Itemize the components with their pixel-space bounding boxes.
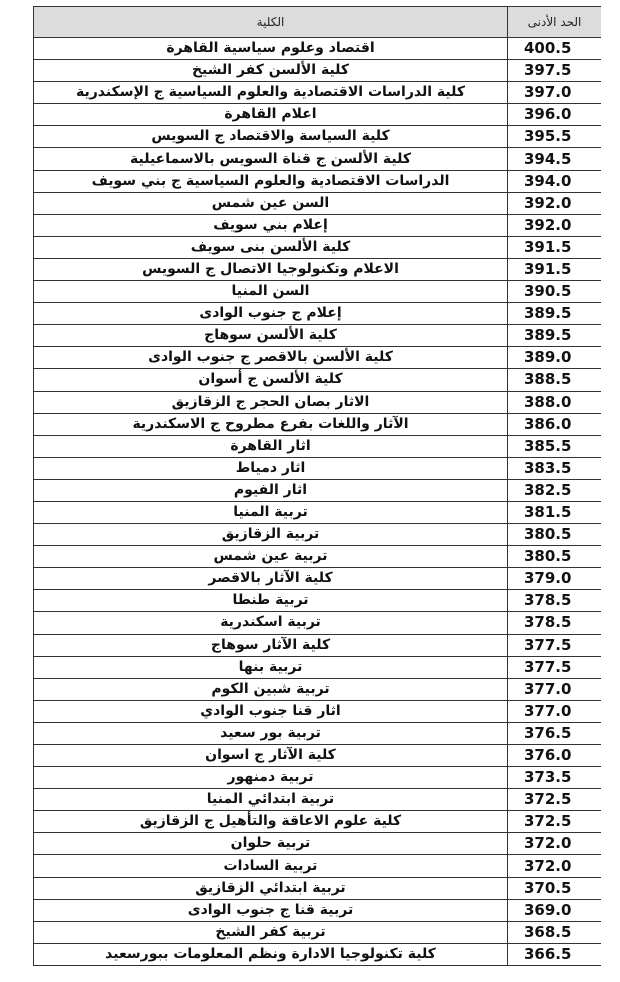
- min-score-cell: 372.5: [508, 789, 602, 811]
- college-cell: كلية الألسن بالاقصر ج جنوب الوادى: [34, 347, 508, 369]
- min-score-cell: 380.5: [508, 546, 602, 568]
- college-cell: تربية ابتدائي الزقازيق: [34, 877, 508, 899]
- college-cell: الدراسات الاقتصادية والعلوم السياسية ج بني سويف: [34, 170, 508, 192]
- table-header-row: [34, 7, 602, 38]
- table-row: [34, 148, 602, 170]
- min-score-cell: 383.5: [508, 457, 602, 479]
- min-score-cell: 373.5: [508, 767, 602, 789]
- table-row: [34, 943, 602, 965]
- min-score-cell: 395.5: [508, 126, 602, 148]
- table-row: [34, 126, 602, 148]
- min-score-cell: 390.5: [508, 281, 602, 303]
- min-score-cell: 389.5: [508, 303, 602, 325]
- college-cell: كلية علوم الاعاقة والتأهيل ج الزقازيق: [34, 811, 508, 833]
- table-row: [34, 258, 602, 280]
- table-row: [34, 722, 602, 744]
- college-cell: تربية عين شمس: [34, 546, 508, 568]
- table-row: [34, 612, 602, 634]
- min-score-cell: 392.0: [508, 192, 602, 214]
- college-cell: كلية السياسة والاقتصاد ج السويس: [34, 126, 508, 148]
- table-row: [34, 214, 602, 236]
- college-cell: كلية الألسن كفر الشيخ: [34, 60, 508, 82]
- table-row: [34, 833, 602, 855]
- header-college: الكلية: [34, 7, 508, 38]
- college-cell: تربية شبين الكوم: [34, 678, 508, 700]
- min-score-cell: 379.0: [508, 568, 602, 590]
- table-row: [34, 391, 602, 413]
- college-cell: اثار قنا جنوب الوادي: [34, 700, 508, 722]
- min-score-cell: 394.0: [508, 170, 602, 192]
- min-score-cell: 369.0: [508, 899, 602, 921]
- college-cell: تربية بور سعيد: [34, 722, 508, 744]
- college-cell: كلية الآثار سوهاج: [34, 634, 508, 656]
- table-row: [34, 435, 602, 457]
- min-score-cell: 370.5: [508, 877, 602, 899]
- college-cell: اثار القاهرة: [34, 435, 508, 457]
- table-row: [34, 303, 602, 325]
- min-score-cell: 400.5: [508, 38, 602, 60]
- college-cell: تربية الزقازيق: [34, 524, 508, 546]
- college-cell: الاثار بصان الحجر ج الزقازيق: [34, 391, 508, 413]
- table-row: [34, 524, 602, 546]
- table-row: [34, 501, 602, 523]
- college-cell: تربية طنطا: [34, 590, 508, 612]
- min-score-cell: 372.5: [508, 811, 602, 833]
- min-score-cell: 377.0: [508, 678, 602, 700]
- table-row: [34, 855, 602, 877]
- college-cell: كلية الألسن بنى سويف: [34, 236, 508, 258]
- min-score-cell: 376.0: [508, 745, 602, 767]
- table-row: [34, 170, 602, 192]
- college-cell: تربية حلوان: [34, 833, 508, 855]
- table-row: [34, 568, 602, 590]
- table-row: [34, 590, 602, 612]
- table-row: [34, 546, 602, 568]
- min-score-cell: 397.5: [508, 60, 602, 82]
- college-cell: تربية قنا ج جنوب الوادى: [34, 899, 508, 921]
- min-score-cell: 377.5: [508, 634, 602, 656]
- table-row: [34, 192, 602, 214]
- college-cell: تربية المنيا: [34, 501, 508, 523]
- college-cell: تربية ابتدائي المنيا: [34, 789, 508, 811]
- college-cell: إعلام بني سويف: [34, 214, 508, 236]
- table-row: [34, 921, 602, 943]
- min-score-cell: 392.0: [508, 214, 602, 236]
- college-cell: كلية الألسن ج قناة السويس بالاسماعيلية: [34, 148, 508, 170]
- min-score-cell: 378.5: [508, 590, 602, 612]
- admission-scores-table: [33, 6, 601, 966]
- table-row: [34, 899, 602, 921]
- table-body: [34, 38, 602, 966]
- college-cell: إعلام ج جنوب الوادى: [34, 303, 508, 325]
- college-cell: تربية كفر الشيخ: [34, 921, 508, 943]
- min-score-cell: 382.5: [508, 479, 602, 501]
- table-row: [34, 369, 602, 391]
- college-cell: كلية الآثار بالاقصر: [34, 568, 508, 590]
- table-row: [34, 281, 602, 303]
- table-row: [34, 767, 602, 789]
- college-cell: اثار الفيوم: [34, 479, 508, 501]
- min-score-cell: 368.5: [508, 921, 602, 943]
- table-row: [34, 877, 602, 899]
- min-score-cell: 389.5: [508, 325, 602, 347]
- college-cell: كلية الألسن ج أسوان: [34, 369, 508, 391]
- college-cell: اقتصاد وعلوم سياسية القاهرة: [34, 38, 508, 60]
- min-score-cell: 377.0: [508, 700, 602, 722]
- table-row: [34, 457, 602, 479]
- college-cell: الاعلام وتكنولوجيا الاتصال ج السويس: [34, 258, 508, 280]
- min-score-cell: 386.0: [508, 413, 602, 435]
- college-cell: السن المنيا: [34, 281, 508, 303]
- college-cell: كلية الدراسات الاقتصادية والعلوم السياسية ج الإسكندرية: [34, 82, 508, 104]
- results-table-frame: [33, 6, 601, 982]
- min-score-cell: 391.5: [508, 236, 602, 258]
- college-cell: تربية بنها: [34, 656, 508, 678]
- min-score-cell: 372.0: [508, 833, 602, 855]
- table-row: [34, 104, 602, 126]
- min-score-cell: 396.0: [508, 104, 602, 126]
- table-row: [34, 347, 602, 369]
- min-score-cell: 380.5: [508, 524, 602, 546]
- table-row: [34, 789, 602, 811]
- college-cell: كلية تكنولوجيا الادارة ونظم المعلومات ببورسعيد: [34, 943, 508, 965]
- table-row: [34, 38, 602, 60]
- college-cell: كلية الألسن سوهاج: [34, 325, 508, 347]
- min-score-cell: 381.5: [508, 501, 602, 523]
- min-score-cell: 388.0: [508, 391, 602, 413]
- min-score-cell: 388.5: [508, 369, 602, 391]
- table-row: [34, 479, 602, 501]
- college-cell: اعلام القاهرة: [34, 104, 508, 126]
- college-cell: تربية دمنهور: [34, 767, 508, 789]
- min-score-cell: 389.0: [508, 347, 602, 369]
- table-row: [34, 678, 602, 700]
- table-row: [34, 325, 602, 347]
- college-cell: السن عين شمس: [34, 192, 508, 214]
- table-row: [34, 82, 602, 104]
- table-row: [34, 700, 602, 722]
- college-cell: كلية الآثار ج اسوان: [34, 745, 508, 767]
- college-cell: تربية السادات: [34, 855, 508, 877]
- college-cell: الآثار واللغات بفرع مطروح ج الاسكندرية: [34, 413, 508, 435]
- table-row: [34, 634, 602, 656]
- min-score-cell: 372.0: [508, 855, 602, 877]
- college-cell: اثار دمياط: [34, 457, 508, 479]
- table-row: [34, 656, 602, 678]
- min-score-cell: 397.0: [508, 82, 602, 104]
- table-row: [34, 745, 602, 767]
- college-cell: تربية اسكندرية: [34, 612, 508, 634]
- min-score-cell: 366.5: [508, 943, 602, 965]
- table-row: [34, 413, 602, 435]
- min-score-cell: 377.5: [508, 656, 602, 678]
- header-min-score: الحد الأدنى: [508, 7, 602, 38]
- min-score-cell: 391.5: [508, 258, 602, 280]
- table-row: [34, 236, 602, 258]
- table-row: [34, 60, 602, 82]
- min-score-cell: 378.5: [508, 612, 602, 634]
- table-row: [34, 811, 602, 833]
- min-score-cell: 376.5: [508, 722, 602, 744]
- min-score-cell: 385.5: [508, 435, 602, 457]
- min-score-cell: 394.5: [508, 148, 602, 170]
